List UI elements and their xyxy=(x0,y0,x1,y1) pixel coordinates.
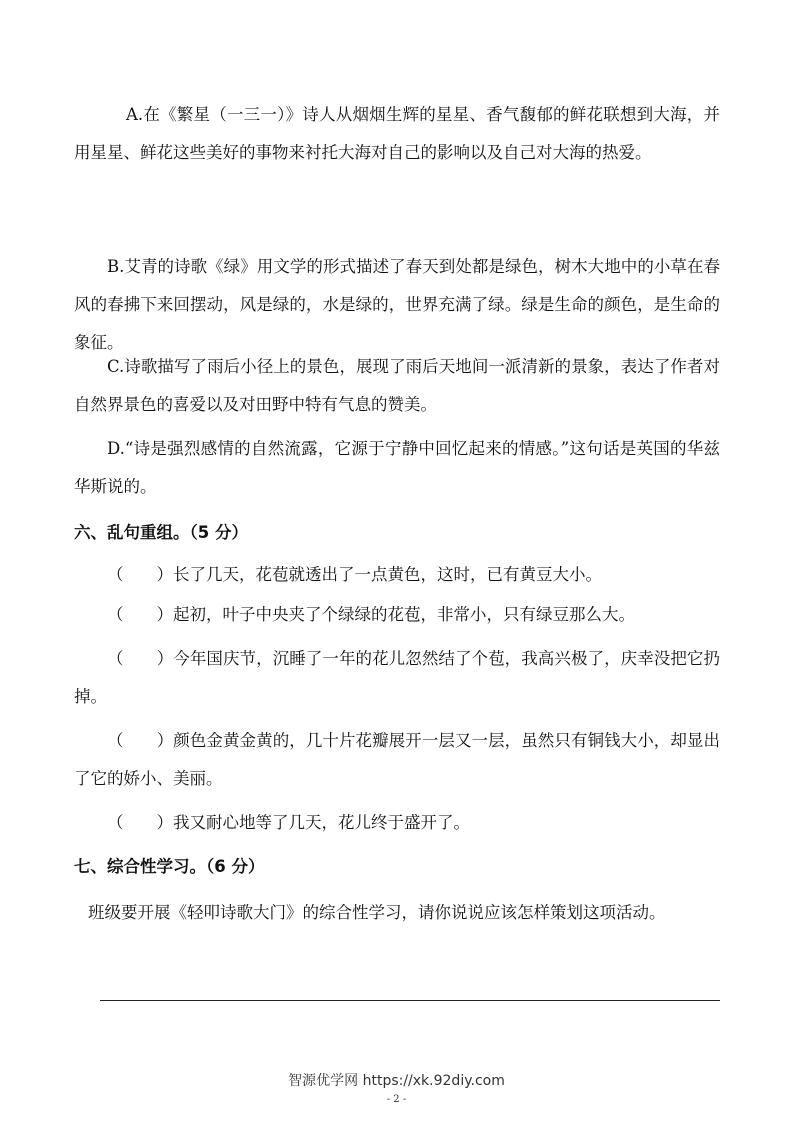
option-c: C.诗歌描写了雨后小径上的景色，展现了雨后天地间一派清新的景象，表达了作者对自然界景色的喜爱以及对田野中特有气息的赞美。 xyxy=(74,357,720,414)
section-six-heading: 六、乱句重组。（5 分） xyxy=(74,523,248,542)
footer-site: 智源优学网 https://xk.92diy.com xyxy=(288,1073,505,1089)
option-d: D.“诗是强烈感情的自然流露，它源于宁静中回忆起来的情感。”这句话是英国的华兹华斯说的。 xyxy=(74,439,720,496)
reorder-sentence-5: （ ）我又耐心地等了几天，花儿终于盛开了。 xyxy=(107,813,470,832)
option-b: B.艾青的诗歌《绿》用文学的形式描述了春天到处都是绿色，树木大地中的小草在春风的春拂下来回摆动，风是绿的，水是绿的，世界充满了绿。绿是生命的颜色，是生命的象征。 xyxy=(74,257,720,352)
answer-line[interactable] xyxy=(100,1000,720,1001)
section-seven-prompt: 班级要开展《轻叩诗歌大门》的综合性学习，请你说说应该怎样策划这项活动。 xyxy=(88,903,666,922)
option-a: A.在《繁星（一三一）》诗人从烟烟生辉的星星、香气馥郁的鲜花联想到大海，并用星星、鲜花这些美好的事物来衬托大海对自己的影响以及自己对大海的热爱。 xyxy=(74,105,720,162)
reorder-sentence-4: （ ）颜色金黄金黄的，几十片花瓣展开一层又一层，虽然只有铜钱大小，却显出了它的娇小、美丽。 xyxy=(74,731,720,788)
page-number: - 2 - xyxy=(386,1094,407,1105)
reorder-sentence-1: （ ）长了几天，花苞就透出了一点黄色，这时，已有黄豆大小。 xyxy=(107,565,602,584)
reorder-sentence-3: （ ）今年国庆节，沉睡了一年的花儿忽然结了个苞，我高兴极了，庆幸没把它扔掉。 xyxy=(74,649,720,706)
reorder-sentence-2: （ ）起初，叶子中央夹了个绿绿的花苞，非常小，只有绿豆那么大。 xyxy=(107,605,635,624)
section-seven-heading: 七、综合性学习。（6 分） xyxy=(74,857,265,876)
